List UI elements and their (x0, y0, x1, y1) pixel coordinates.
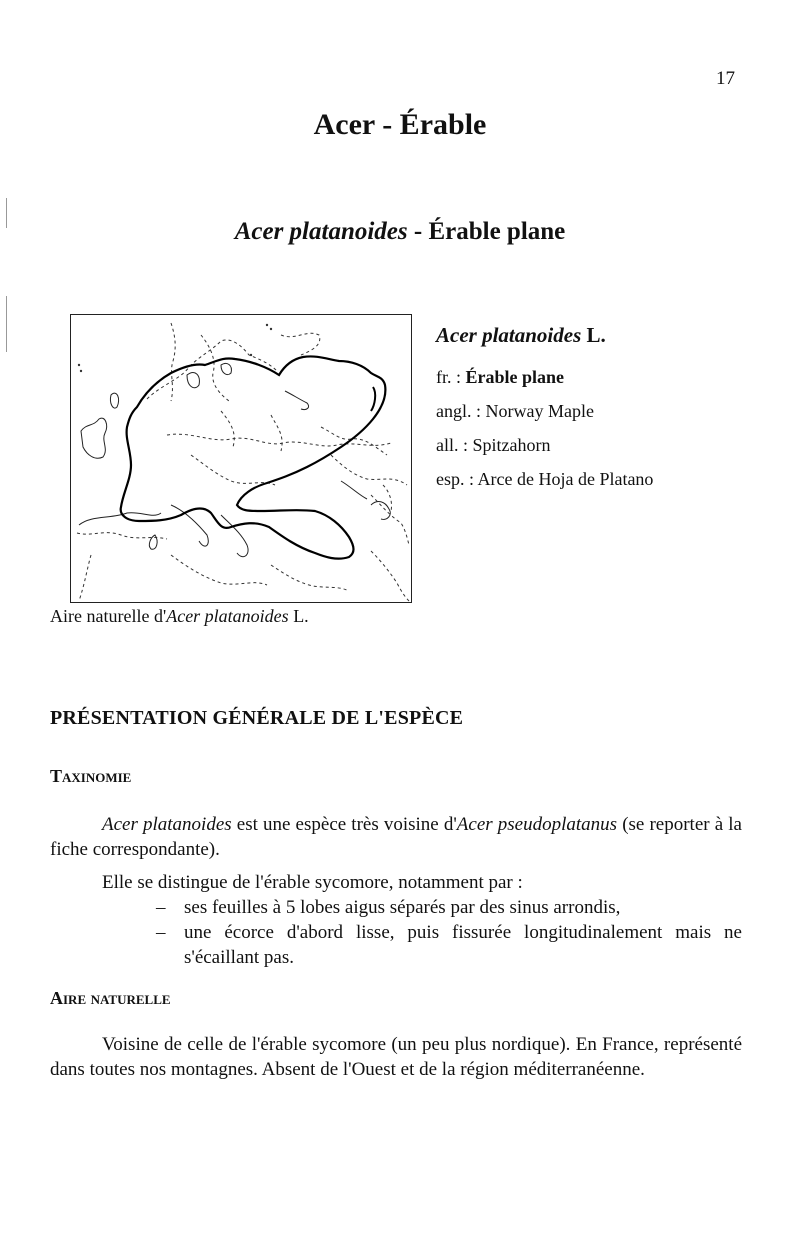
subheading-aire-naturelle: Aire naturelle (50, 988, 171, 1008)
europe-map-illustration (71, 315, 411, 602)
species-common-name: Érable plane (428, 218, 566, 245)
map-coastline (331, 455, 407, 485)
species-separator: - (407, 218, 429, 245)
names-fr: fr. : Érable plane (436, 367, 565, 387)
map-coastline (221, 515, 248, 557)
species-title (0, 218, 800, 246)
natural-range-outline (121, 356, 386, 558)
map-island-dot (270, 328, 272, 330)
vernacular-names (436, 318, 653, 496)
list-item: – ses feuilles à 5 lobes aigus séparés par des sinus arrondis, (156, 895, 742, 920)
map-coastline (79, 513, 161, 525)
list-item: – une écorce d'abord lisse, puis fissurée longitudinalement mais ne s'écaillant pas. (156, 920, 742, 970)
page-number: 17 (716, 68, 735, 89)
map-border (191, 455, 275, 485)
map-coastline (341, 481, 367, 499)
map-border (271, 415, 282, 451)
taxinomie-paragraph-1: Acer platanoides est une espèce très voisine d'Acer pseudoplatanus (se reporter à la fiche correspondante). (50, 814, 742, 860)
species-latin-name: Acer platanoides (234, 218, 408, 245)
names-esp: esp. : Arce de Hoja de Platano (436, 469, 654, 489)
subheading-taxinomie: Taxinomie (50, 766, 132, 786)
names-latin: Acer platanoides L. (436, 323, 606, 347)
map-caption: Aire naturelle d'Acer platanoides L. (50, 606, 309, 626)
map-coastline (81, 418, 107, 458)
map-coastline (371, 502, 390, 520)
distribution-map (70, 314, 412, 603)
map-coastline (271, 565, 349, 591)
distinguishing-features-list (156, 895, 742, 970)
page-title: Acer - Érable (313, 108, 487, 141)
map-coastline (110, 393, 118, 408)
map-coastline (201, 335, 229, 401)
section-heading-presentation: PRÉSENTATION GÉNÉRALE DE L'ESPÈCE (50, 707, 464, 729)
map-coastline (171, 323, 175, 401)
map-coastline (371, 551, 409, 601)
map-island-dot (80, 370, 82, 372)
map-border (321, 427, 387, 455)
map-coastline (221, 363, 231, 374)
aire-naturelle-paragraph: Voisine de celle de l'érable sycomore (un peu plus nordique). En France, représenté dans toutes nos montagnes. Absent de l'Ouest et de la région méditerranéenne. (50, 1034, 742, 1080)
map-coastline (371, 495, 409, 545)
names-angl: angl. : Norway Maple (436, 401, 594, 421)
map-island-dot (78, 364, 80, 366)
scan-margin-mark (6, 296, 7, 352)
map-border (221, 411, 234, 447)
map-island-dot (250, 354, 252, 356)
names-all: all. : Spitzahorn (436, 435, 551, 455)
map-coastline (383, 485, 392, 511)
map-coastline (281, 333, 320, 355)
map-caption-latin: Acer platanoides (166, 606, 289, 626)
taxinomie-paragraph-2: Elle se distingue de l'érable sycomore, notamment par : (102, 872, 523, 893)
map-coastline (79, 555, 91, 601)
natural-range-island (371, 387, 375, 411)
map-coastline (147, 340, 277, 399)
map-coastline (171, 555, 267, 585)
map-coastline (285, 391, 309, 410)
map-island-dot (266, 324, 268, 326)
map-coastline (187, 373, 199, 388)
